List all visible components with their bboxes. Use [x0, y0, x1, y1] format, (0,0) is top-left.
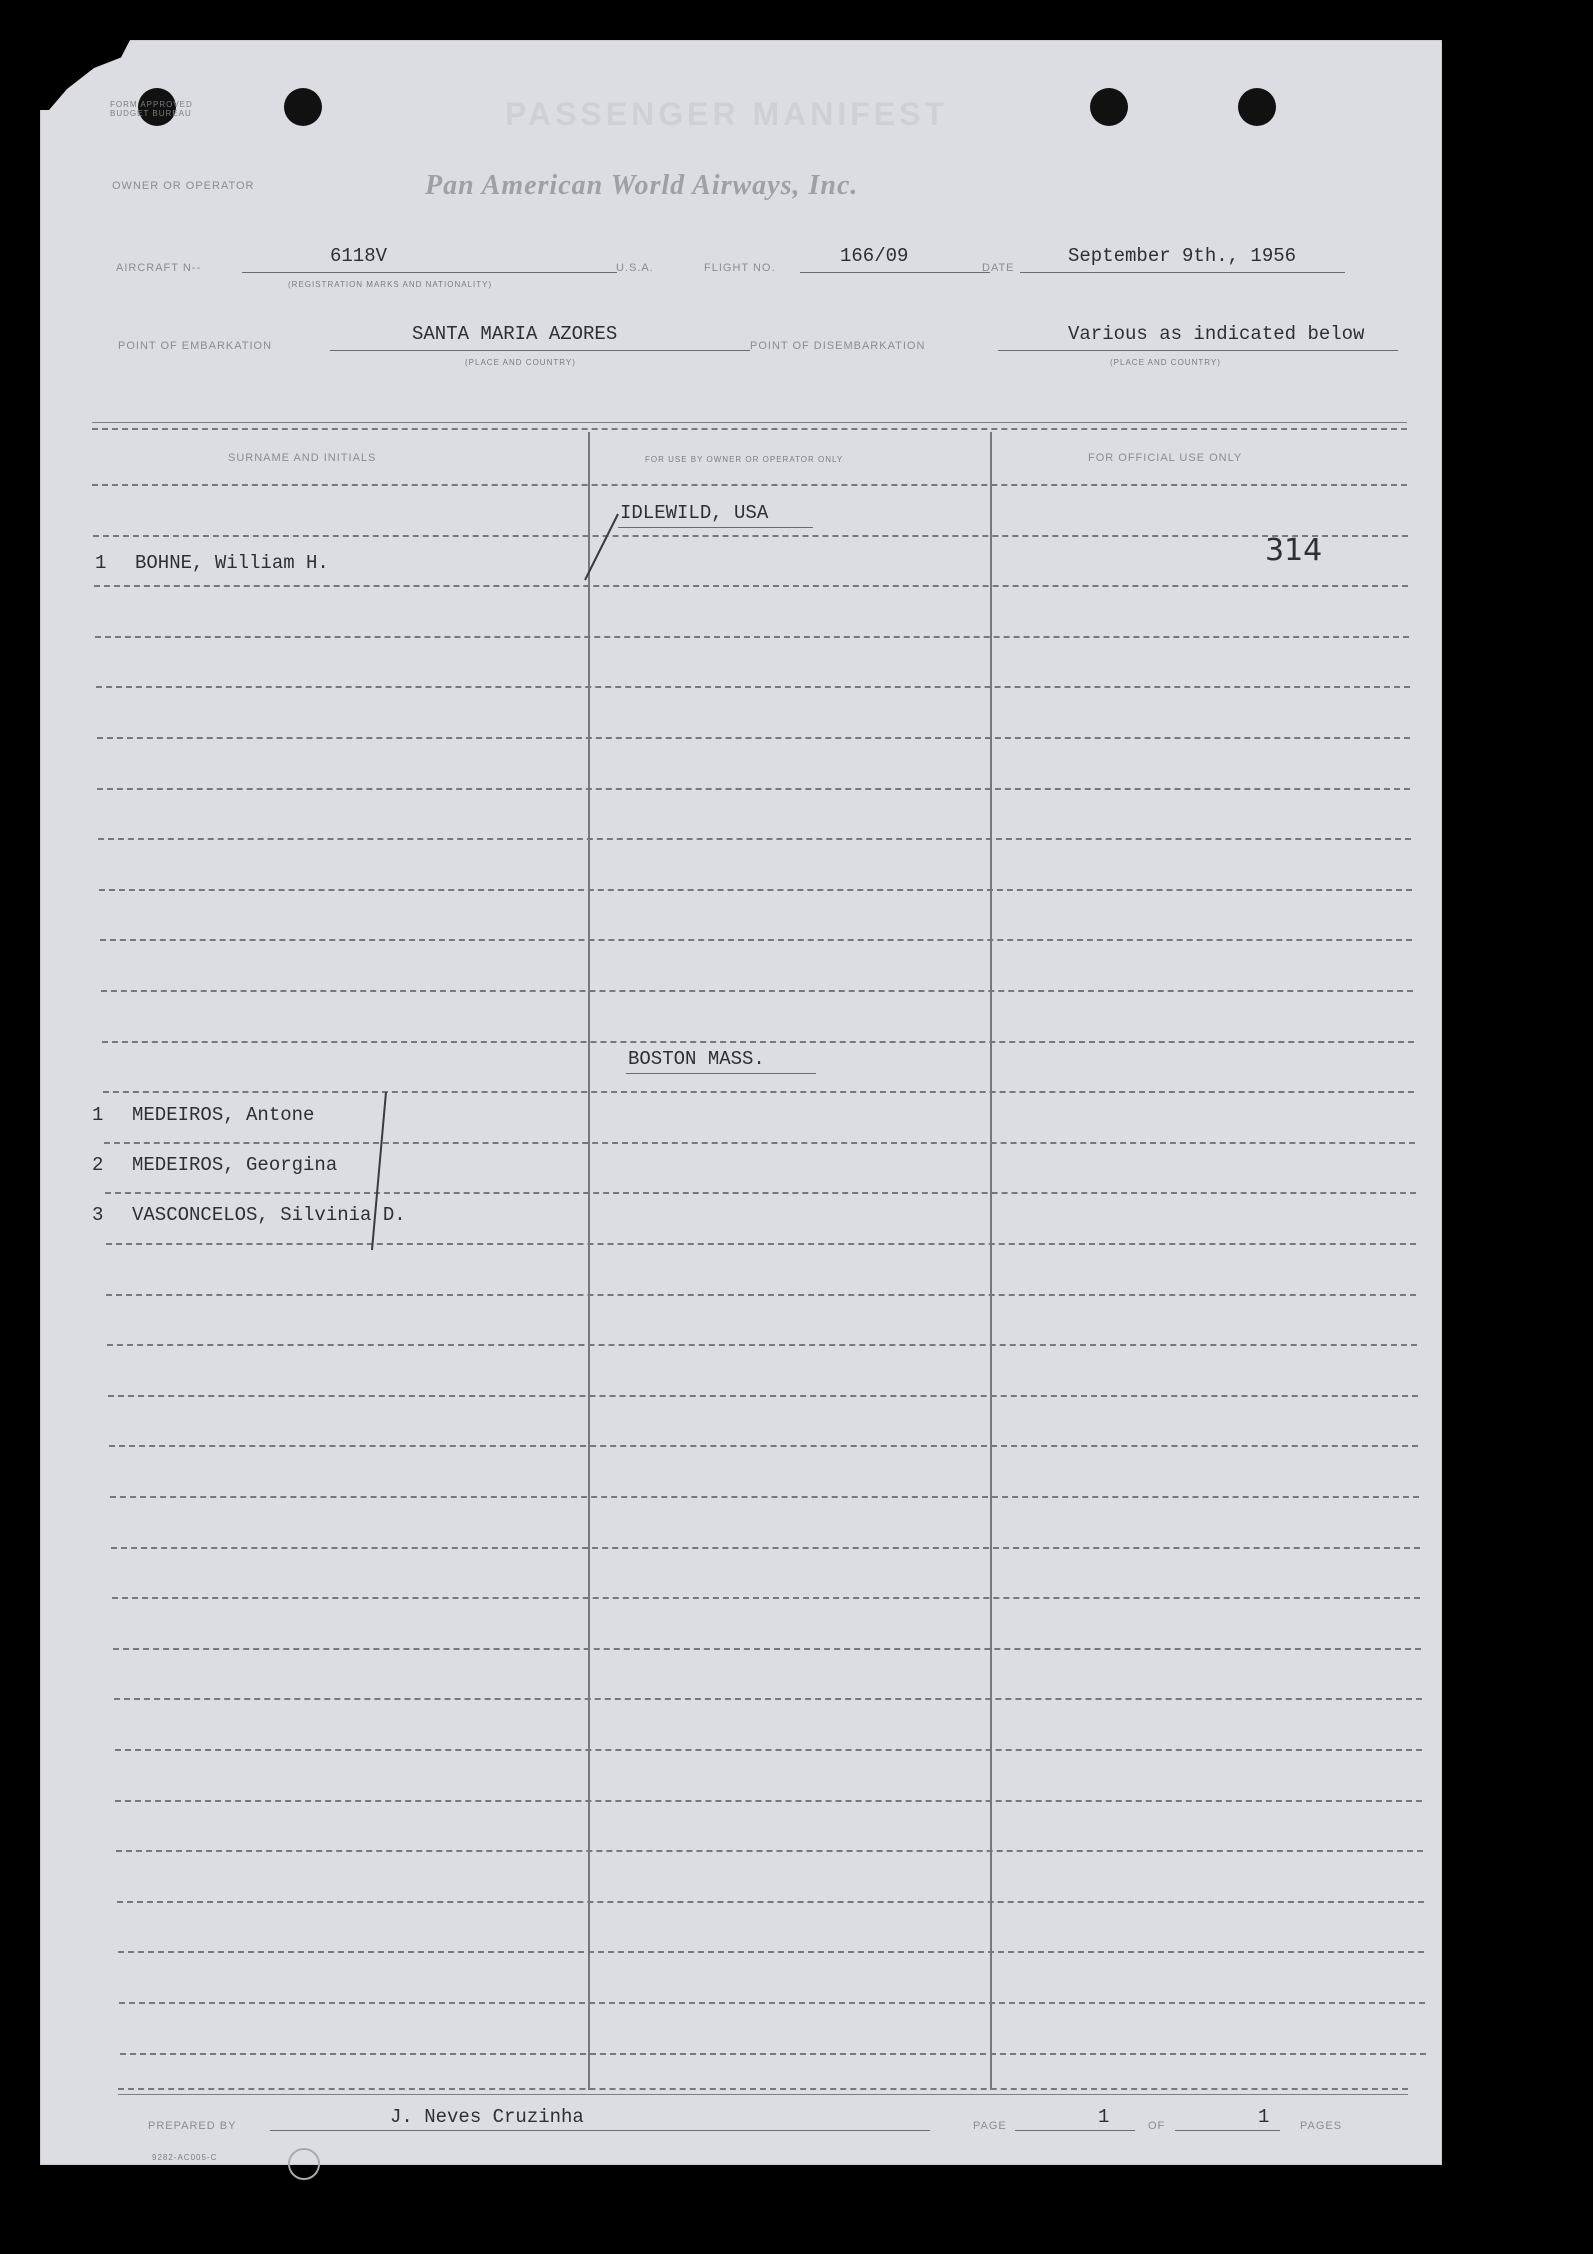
usa-label: U.S.A.	[616, 262, 654, 274]
of-underline	[1175, 2130, 1280, 2131]
owner-label: OWNER OR OPERATOR	[112, 180, 255, 192]
check-stroke	[585, 514, 618, 580]
embark-label: POINT OF EMBARKATION	[118, 340, 273, 352]
footer-rule	[118, 2094, 1408, 2095]
passenger-number: 1	[95, 552, 107, 574]
pen-marks	[40, 40, 1442, 2165]
disembark-sublabel: (PLACE AND COUNTRY)	[1110, 358, 1221, 367]
footer-rule	[118, 2088, 1408, 2090]
destination-idlewild: IDLEWILD, USA	[620, 502, 769, 524]
passenger-number: 3	[92, 1204, 104, 1226]
page-label: PAGE	[973, 2120, 1007, 2132]
form-code: 9282-AC005-C	[152, 2153, 218, 2162]
embark-sublabel: (PLACE AND COUNTRY)	[465, 358, 576, 367]
manifest-sheet	[40, 40, 1442, 2165]
passenger-name: BOHNE, William H.	[135, 552, 329, 574]
page-underline	[1015, 2130, 1135, 2131]
aircraft-value: 6118V	[330, 245, 388, 267]
disembark-label: POINT OF DISEMBARKATION	[750, 340, 926, 352]
page-value: 1	[1098, 2106, 1110, 2128]
embark-value: SANTA MARIA AZORES	[412, 323, 618, 345]
flight-value: 166/09	[840, 245, 909, 267]
passenger-number: 1	[92, 1104, 104, 1126]
col-owner-use-header: FOR USE BY OWNER OR OPERATOR ONLY	[645, 455, 844, 464]
aircraft-label: AIRCRAFT N--	[116, 262, 202, 274]
flight-label: FLIGHT NO.	[704, 262, 776, 274]
of-value: 1	[1258, 2106, 1270, 2128]
pages-label: PAGES	[1300, 2120, 1343, 2132]
aircraft-sublabel: (REGISTRATION MARKS AND NATIONALITY)	[288, 280, 493, 289]
company-name: Pan American World Airways, Inc.	[425, 170, 859, 201]
col-surname-header: SURNAME AND INITIALS	[228, 452, 377, 464]
prepared-label: PREPARED BY	[148, 2120, 237, 2132]
official-note: 314	[1265, 533, 1323, 568]
passenger-name: MEDEIROS, Antone	[132, 1104, 315, 1126]
date-label: DATE	[982, 262, 1015, 274]
printer-mark-icon	[288, 2148, 320, 2180]
disembark-value: Various as indicated below	[1068, 323, 1365, 345]
passenger-number: 2	[92, 1154, 104, 1176]
passenger-name: VASCONCELOS, Silvinia D.	[132, 1204, 406, 1226]
date-value: September 9th., 1956	[1068, 245, 1297, 267]
col-official-use-header: FOR OFFICIAL USE ONLY	[1088, 452, 1243, 464]
bracket-stroke	[372, 1092, 386, 1250]
form-approval-note: FORM APPROVED BUDGET BUREAU	[110, 100, 193, 118]
form-title: PASSENGER MANIFEST	[505, 96, 948, 132]
passenger-name: MEDEIROS, Georgina	[132, 1154, 338, 1176]
destination-boston: BOSTON MASS.	[628, 1048, 765, 1070]
prepared-value: J. Neves Cruzinha	[390, 2106, 584, 2128]
prepared-underline	[270, 2130, 930, 2131]
of-label: OF	[1148, 2120, 1166, 2132]
